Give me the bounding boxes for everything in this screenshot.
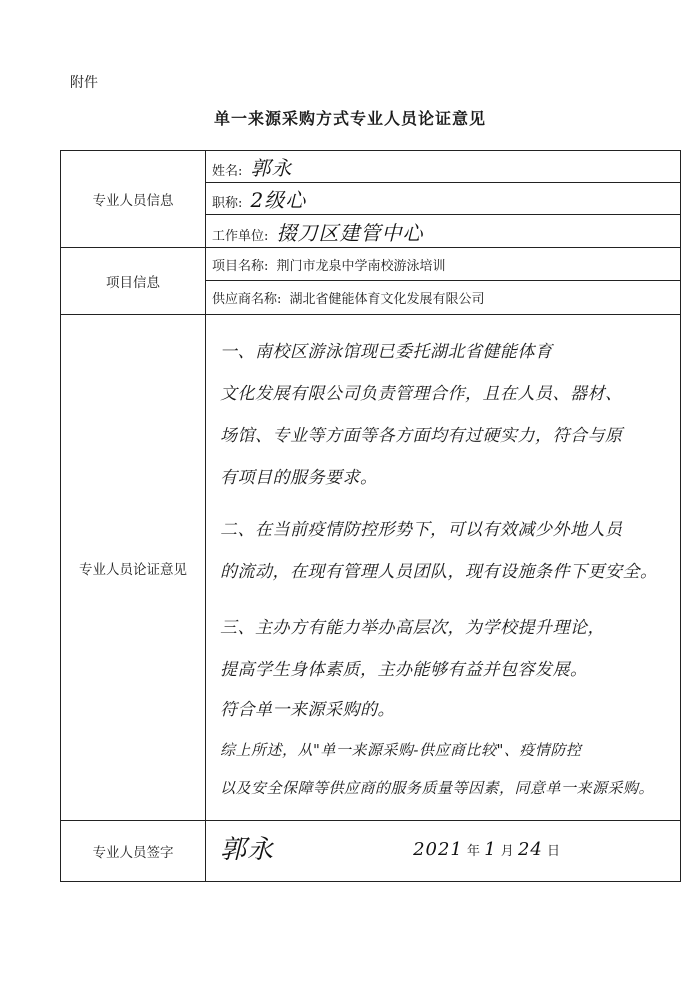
- opinion-line: 综上所述，从"单一来源采购-供应商比较"、疫情防控: [220, 741, 582, 759]
- work-unit-value: 掇刀区建管中心: [276, 220, 424, 245]
- supplier-label: 供应商名称:: [212, 292, 282, 307]
- project-info-section-label: 项目信息: [61, 248, 206, 315]
- opinion-line: 文化发展有限公司负责管理合作，且在人员、器材、: [220, 384, 623, 404]
- date-day: 24: [517, 839, 543, 860]
- professional-title-value: 2级心: [250, 188, 307, 212]
- opinion-content: [206, 315, 681, 821]
- date-year: 2021: [413, 839, 463, 860]
- supplier-row: [206, 281, 681, 315]
- opinion-line: 场馆、专业等方面等各方面均有过硬实力，符合与原: [220, 426, 623, 446]
- year-label: 年: [467, 844, 481, 859]
- opinion-line: 二、在当前疫情防控形势下，可以有效减少外地人员: [220, 520, 623, 540]
- handwritten-signature: 郭永: [220, 835, 275, 865]
- opinion-line: 符合单一来源采购的。: [220, 700, 395, 720]
- opinion-form-table: [60, 150, 681, 882]
- name-row: [206, 151, 681, 183]
- month-label: 月: [500, 844, 514, 859]
- document-title: 单一来源采购方式专业人员论证意见: [213, 109, 486, 128]
- attachment-label: 附件: [70, 75, 98, 91]
- project-name-value: 荆门市龙泉中学南校游泳培训: [276, 258, 446, 274]
- opinion-line: 提高学生身体素质，主办能够有益并包容发展。: [220, 660, 588, 680]
- opinion-section-label: 专业人员论证意见: [61, 315, 206, 821]
- opinion-line: 一、南校区游泳馆现已委托湖北省健能体育: [220, 342, 553, 362]
- opinion-line: 以及安全保障等供应商的服务质量等因素，同意单一来源采购。: [220, 779, 655, 797]
- project-name-label: 项目名称:: [212, 258, 269, 274]
- name-value: 郭永: [250, 156, 293, 180]
- date-month: 1: [484, 839, 497, 860]
- project-name-row: [206, 248, 681, 281]
- supplier-value: 湖北省健能体育文化发展有限公司: [289, 292, 485, 307]
- professional-title-label: 职称:: [212, 196, 243, 211]
- signature-cell: [206, 821, 681, 882]
- professional-title-row: [206, 183, 681, 215]
- signature-date: [413, 839, 560, 860]
- opinion-line: 有项目的服务要求。: [220, 468, 378, 488]
- work-unit-label: 工作单位:: [212, 228, 269, 244]
- opinion-line: 三、主办方有能力举办高层次，为学校提升理论，: [220, 618, 605, 638]
- signature-section-label: 专业人员签字: [61, 821, 206, 882]
- opinion-line: 的流动，在现有管理人员团队，现有设施条件下更安全。: [220, 562, 658, 582]
- work-unit-row: [206, 215, 681, 248]
- day-label: 日: [546, 844, 560, 859]
- name-label: 姓名:: [212, 164, 243, 179]
- expert-info-section-label: 专业人员信息: [61, 151, 206, 248]
